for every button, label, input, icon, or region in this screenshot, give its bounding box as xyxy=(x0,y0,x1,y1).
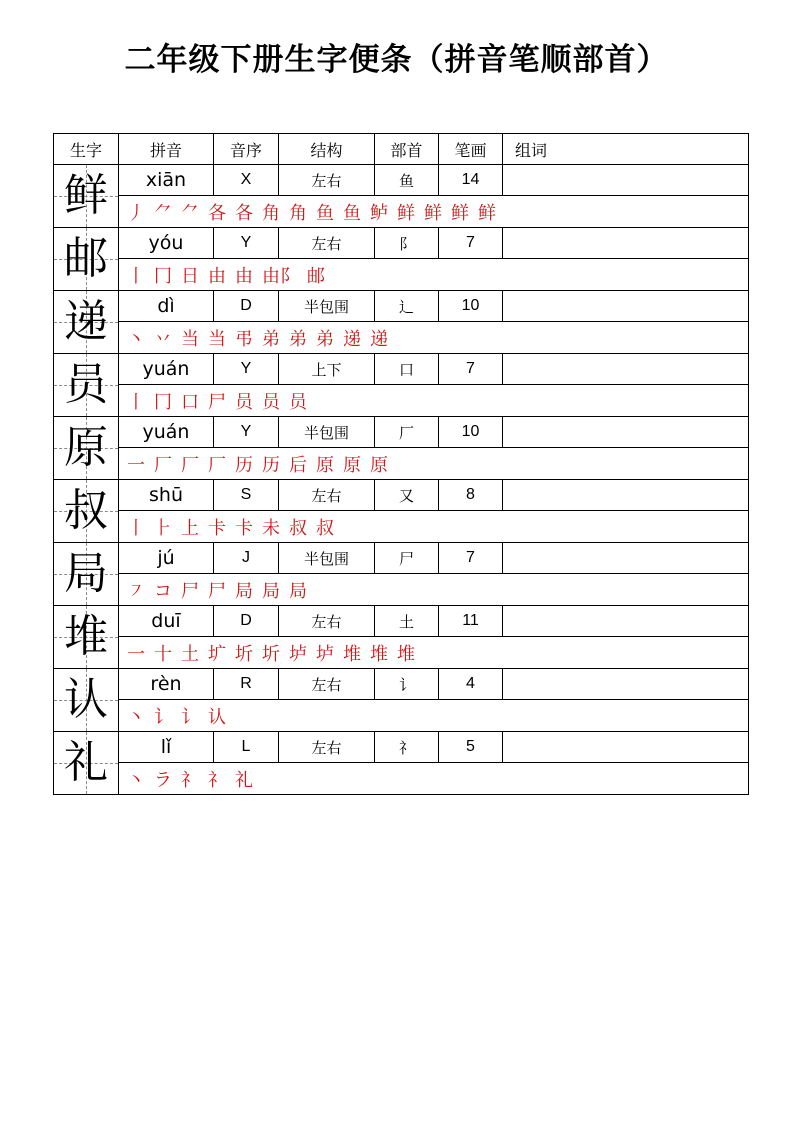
stroke-order-cell xyxy=(119,637,749,669)
pinyin-cell: jú xyxy=(119,543,214,574)
stroke-sequence xyxy=(119,385,748,416)
stroke-count-cell: 5 xyxy=(439,732,503,763)
radical-cell: 尸 xyxy=(375,543,439,574)
stroke-step: 由 xyxy=(235,265,253,287)
stroke-step: 土 xyxy=(181,643,199,665)
structure-cell: 左右 xyxy=(279,228,375,259)
stroke-step: 鱼 xyxy=(343,202,361,224)
stroke-step: 尸 xyxy=(181,580,199,602)
big-character-cell xyxy=(54,669,119,732)
big-character: 员 xyxy=(64,359,108,410)
stroke-sequence xyxy=(119,511,748,542)
radical-cell: 礻 xyxy=(375,732,439,763)
stroke-step: 未 xyxy=(262,517,280,539)
stroke-order-cell xyxy=(119,196,749,228)
stroke-step: 历 xyxy=(262,454,280,476)
header-row xyxy=(54,134,749,165)
stroke-count-cell: 7 xyxy=(439,354,503,385)
stroke-step: コ xyxy=(154,580,172,602)
stroke-order-row xyxy=(54,196,749,228)
words-cell[interactable] xyxy=(503,354,749,385)
radical-cell: 口 xyxy=(375,354,439,385)
stroke-sequence xyxy=(119,259,748,290)
pinyin-cell: yuán xyxy=(119,354,214,385)
stroke-step: 员 xyxy=(262,391,280,413)
big-character-cell xyxy=(54,606,119,669)
stroke-count-cell: 14 xyxy=(439,165,503,196)
structure-cell: 半包围 xyxy=(279,417,375,448)
stroke-step: 堆 xyxy=(370,643,388,665)
structure-cell: 左右 xyxy=(279,732,375,763)
stroke-sequence xyxy=(119,700,748,731)
character-info-row xyxy=(54,732,749,763)
words-cell[interactable] xyxy=(503,480,749,511)
big-character-cell xyxy=(54,732,119,795)
stroke-step: 邮 xyxy=(307,265,325,287)
stroke-step: 丨 xyxy=(127,265,145,287)
radical-cell: 讠 xyxy=(375,669,439,700)
stroke-step: 日 xyxy=(181,265,199,287)
big-character-cell xyxy=(54,543,119,606)
radical-cell: 土 xyxy=(375,606,439,637)
pinyin-cell: yóu xyxy=(119,228,214,259)
stroke-step: 递 xyxy=(370,328,388,350)
stroke-step: 丶 xyxy=(127,328,145,350)
words-cell[interactable] xyxy=(503,732,749,763)
stroke-step: 丶 xyxy=(127,706,145,728)
stroke-step: 堆 xyxy=(397,643,415,665)
stroke-sequence xyxy=(119,763,748,794)
stroke-order-cell xyxy=(119,574,749,606)
index-cell: L xyxy=(214,732,279,763)
stroke-step: 冂 xyxy=(154,265,172,287)
character-info-row xyxy=(54,669,749,700)
words-cell[interactable] xyxy=(503,606,749,637)
stroke-step: 各 xyxy=(235,202,253,224)
stroke-step: 各 xyxy=(208,202,226,224)
page-title: 二年级下册生字便条（拼音笔顺部首） xyxy=(124,42,669,78)
stroke-step: 员 xyxy=(289,391,307,413)
stroke-sequence xyxy=(119,637,748,668)
structure-cell: 左右 xyxy=(279,606,375,637)
stroke-step: 上 xyxy=(181,517,199,539)
big-character: 邮 xyxy=(64,233,108,284)
stroke-step: 当 xyxy=(181,328,199,350)
stroke-step: 历 xyxy=(235,454,253,476)
index-cell: J xyxy=(214,543,279,574)
character-info-row xyxy=(54,417,749,448)
stroke-sequence xyxy=(119,574,748,605)
stroke-step: 原 xyxy=(343,454,361,476)
stroke-order-cell xyxy=(119,259,749,291)
index-cell: Y xyxy=(214,354,279,385)
index-cell: D xyxy=(214,606,279,637)
stroke-step: 讠 xyxy=(181,706,199,728)
stroke-order-row xyxy=(54,574,749,606)
pinyin-cell: yuán xyxy=(119,417,214,448)
stroke-sequence xyxy=(119,448,748,479)
character-info-row xyxy=(54,165,749,196)
words-cell[interactable] xyxy=(503,417,749,448)
stroke-step: ㇇ xyxy=(127,580,145,602)
stroke-step: ⺈ xyxy=(154,202,172,224)
index-cell: R xyxy=(214,669,279,700)
stroke-order-row xyxy=(54,448,749,480)
pinyin-cell: xiān xyxy=(119,165,214,196)
character-info-row xyxy=(54,228,749,259)
stroke-step: 员 xyxy=(235,391,253,413)
stroke-step: 垆 xyxy=(289,643,307,665)
words-cell[interactable] xyxy=(503,165,749,196)
stroke-step: 堆 xyxy=(343,643,361,665)
big-character: 礼 xyxy=(64,737,108,788)
big-character: 递 xyxy=(64,296,108,347)
stroke-step: 圻 xyxy=(235,643,253,665)
header-radical: 部首 xyxy=(375,134,439,165)
structure-cell: 左右 xyxy=(279,480,375,511)
header-index: 音序 xyxy=(214,134,279,165)
stroke-order-row xyxy=(54,700,749,732)
stroke-step: 角 xyxy=(289,202,307,224)
stroke-step: 圹 xyxy=(208,643,226,665)
index-cell: Y xyxy=(214,417,279,448)
radical-cell: 阝 xyxy=(375,228,439,259)
structure-cell: 半包围 xyxy=(279,543,375,574)
pinyin-cell: rèn xyxy=(119,669,214,700)
radical-cell: 又 xyxy=(375,480,439,511)
character-info-row xyxy=(54,354,749,385)
stroke-step: 冂 xyxy=(154,391,172,413)
index-cell: Y xyxy=(214,228,279,259)
stroke-step: 鱼 xyxy=(316,202,334,224)
stroke-step: 鲜 xyxy=(397,202,415,224)
stroke-step: 角 xyxy=(262,202,280,224)
stroke-step: 尸 xyxy=(208,580,226,602)
stroke-order-row xyxy=(54,763,749,795)
stroke-step: 由 xyxy=(208,265,226,287)
stroke-step: 由阝 xyxy=(262,265,298,287)
stroke-step: 后 xyxy=(289,454,307,476)
stroke-step: 局 xyxy=(235,580,253,602)
stroke-order-cell xyxy=(119,763,749,795)
stroke-count-cell: 7 xyxy=(439,543,503,574)
words-cell[interactable] xyxy=(503,543,749,574)
big-character-cell xyxy=(54,417,119,480)
stroke-order-cell xyxy=(119,448,749,480)
stroke-step: 礼 xyxy=(235,769,253,791)
stroke-step: 叔 xyxy=(289,517,307,539)
big-character: 鲜 xyxy=(64,170,108,221)
structure-cell: 左右 xyxy=(279,165,375,196)
character-info-row xyxy=(54,291,749,322)
header-structure: 结构 xyxy=(279,134,375,165)
words-cell[interactable] xyxy=(503,669,749,700)
stroke-step: 厂 xyxy=(208,454,226,476)
stroke-step: 丷 xyxy=(154,328,172,350)
structure-cell: 上下 xyxy=(279,354,375,385)
stroke-step: 鲜 xyxy=(451,202,469,224)
stroke-step: ⺊ xyxy=(154,517,172,539)
stroke-step: 丶 xyxy=(127,769,145,791)
stroke-step: 厂 xyxy=(154,454,172,476)
structure-cell: 半包围 xyxy=(279,291,375,322)
index-cell: X xyxy=(214,165,279,196)
stroke-step: 卡 xyxy=(208,517,226,539)
big-character: 认 xyxy=(64,674,108,725)
radical-cell: 鱼 xyxy=(375,165,439,196)
character-info-row xyxy=(54,480,749,511)
stroke-step: 鲈 xyxy=(370,202,388,224)
stroke-step: 弟 xyxy=(262,328,280,350)
stroke-step: 弔 xyxy=(235,328,253,350)
stroke-step: 弟 xyxy=(289,328,307,350)
header-character: 生字 xyxy=(54,134,119,165)
stroke-step: 口 xyxy=(181,391,199,413)
stroke-step: 局 xyxy=(262,580,280,602)
stroke-step: 十 xyxy=(154,643,172,665)
stroke-step: 垆 xyxy=(316,643,334,665)
stroke-order-row xyxy=(54,259,749,291)
big-character-cell xyxy=(54,165,119,228)
stroke-step: 鲜 xyxy=(424,202,442,224)
big-character: 叔 xyxy=(64,485,108,536)
stroke-step: 鲜 xyxy=(478,202,496,224)
pinyin-cell: dì xyxy=(119,291,214,322)
stroke-step: 认 xyxy=(208,706,226,728)
stroke-step: 递 xyxy=(343,328,361,350)
stroke-count-cell: 7 xyxy=(439,228,503,259)
stroke-count-cell: 10 xyxy=(439,291,503,322)
header-pinyin: 拼音 xyxy=(119,134,214,165)
index-cell: D xyxy=(214,291,279,322)
stroke-step: 圻 xyxy=(262,643,280,665)
stroke-order-cell xyxy=(119,322,749,354)
stroke-step: 礻 xyxy=(181,769,199,791)
stroke-step: 丨 xyxy=(127,391,145,413)
stroke-count-cell: 8 xyxy=(439,480,503,511)
big-character: 原 xyxy=(64,422,108,473)
header-words: 组词 xyxy=(503,134,749,165)
stroke-order-cell xyxy=(119,511,749,543)
stroke-step: 当 xyxy=(208,328,226,350)
pinyin-cell: lǐ xyxy=(119,732,214,763)
stroke-order-cell xyxy=(119,700,749,732)
stroke-step: 弟 xyxy=(316,328,334,350)
big-character: 堆 xyxy=(64,611,108,662)
big-character: 局 xyxy=(64,548,108,599)
stroke-step: 原 xyxy=(316,454,334,476)
big-character-cell xyxy=(54,354,119,417)
stroke-step: 一 xyxy=(127,454,145,476)
words-cell[interactable] xyxy=(503,228,749,259)
big-character-cell xyxy=(54,228,119,291)
pinyin-cell: shū xyxy=(119,480,214,511)
stroke-step: 局 xyxy=(289,580,307,602)
radical-cell: 厂 xyxy=(375,417,439,448)
radical-cell: 辶 xyxy=(375,291,439,322)
stroke-step: 卡 xyxy=(235,517,253,539)
stroke-order-row xyxy=(54,385,749,417)
pinyin-cell: duī xyxy=(119,606,214,637)
stroke-order-cell xyxy=(119,385,749,417)
stroke-order-row xyxy=(54,322,749,354)
character-info-row xyxy=(54,543,749,574)
stroke-step: 尸 xyxy=(208,391,226,413)
stroke-order-row xyxy=(54,511,749,543)
stroke-sequence xyxy=(119,196,748,227)
stroke-step: 一 xyxy=(127,643,145,665)
stroke-step: 礻 xyxy=(208,769,226,791)
stroke-step: 厂 xyxy=(181,454,199,476)
stroke-step: 叔 xyxy=(316,517,334,539)
words-cell[interactable] xyxy=(503,291,749,322)
stroke-step: ⺈ xyxy=(181,202,199,224)
stroke-count-cell: 4 xyxy=(439,669,503,700)
stroke-step: ラ xyxy=(154,769,172,791)
big-character-cell xyxy=(54,291,119,354)
stroke-count-cell: 11 xyxy=(439,606,503,637)
stroke-step: 丿 xyxy=(127,202,145,224)
stroke-order-row xyxy=(54,637,749,669)
header-strokes: 笔画 xyxy=(439,134,503,165)
stroke-sequence xyxy=(119,322,748,353)
character-table xyxy=(53,133,749,795)
stroke-step: 原 xyxy=(370,454,388,476)
structure-cell: 左右 xyxy=(279,669,375,700)
stroke-step: 讠 xyxy=(154,706,172,728)
stroke-count-cell: 10 xyxy=(439,417,503,448)
character-info-row xyxy=(54,606,749,637)
big-character-cell xyxy=(54,480,119,543)
index-cell: S xyxy=(214,480,279,511)
stroke-step: 丨 xyxy=(127,517,145,539)
